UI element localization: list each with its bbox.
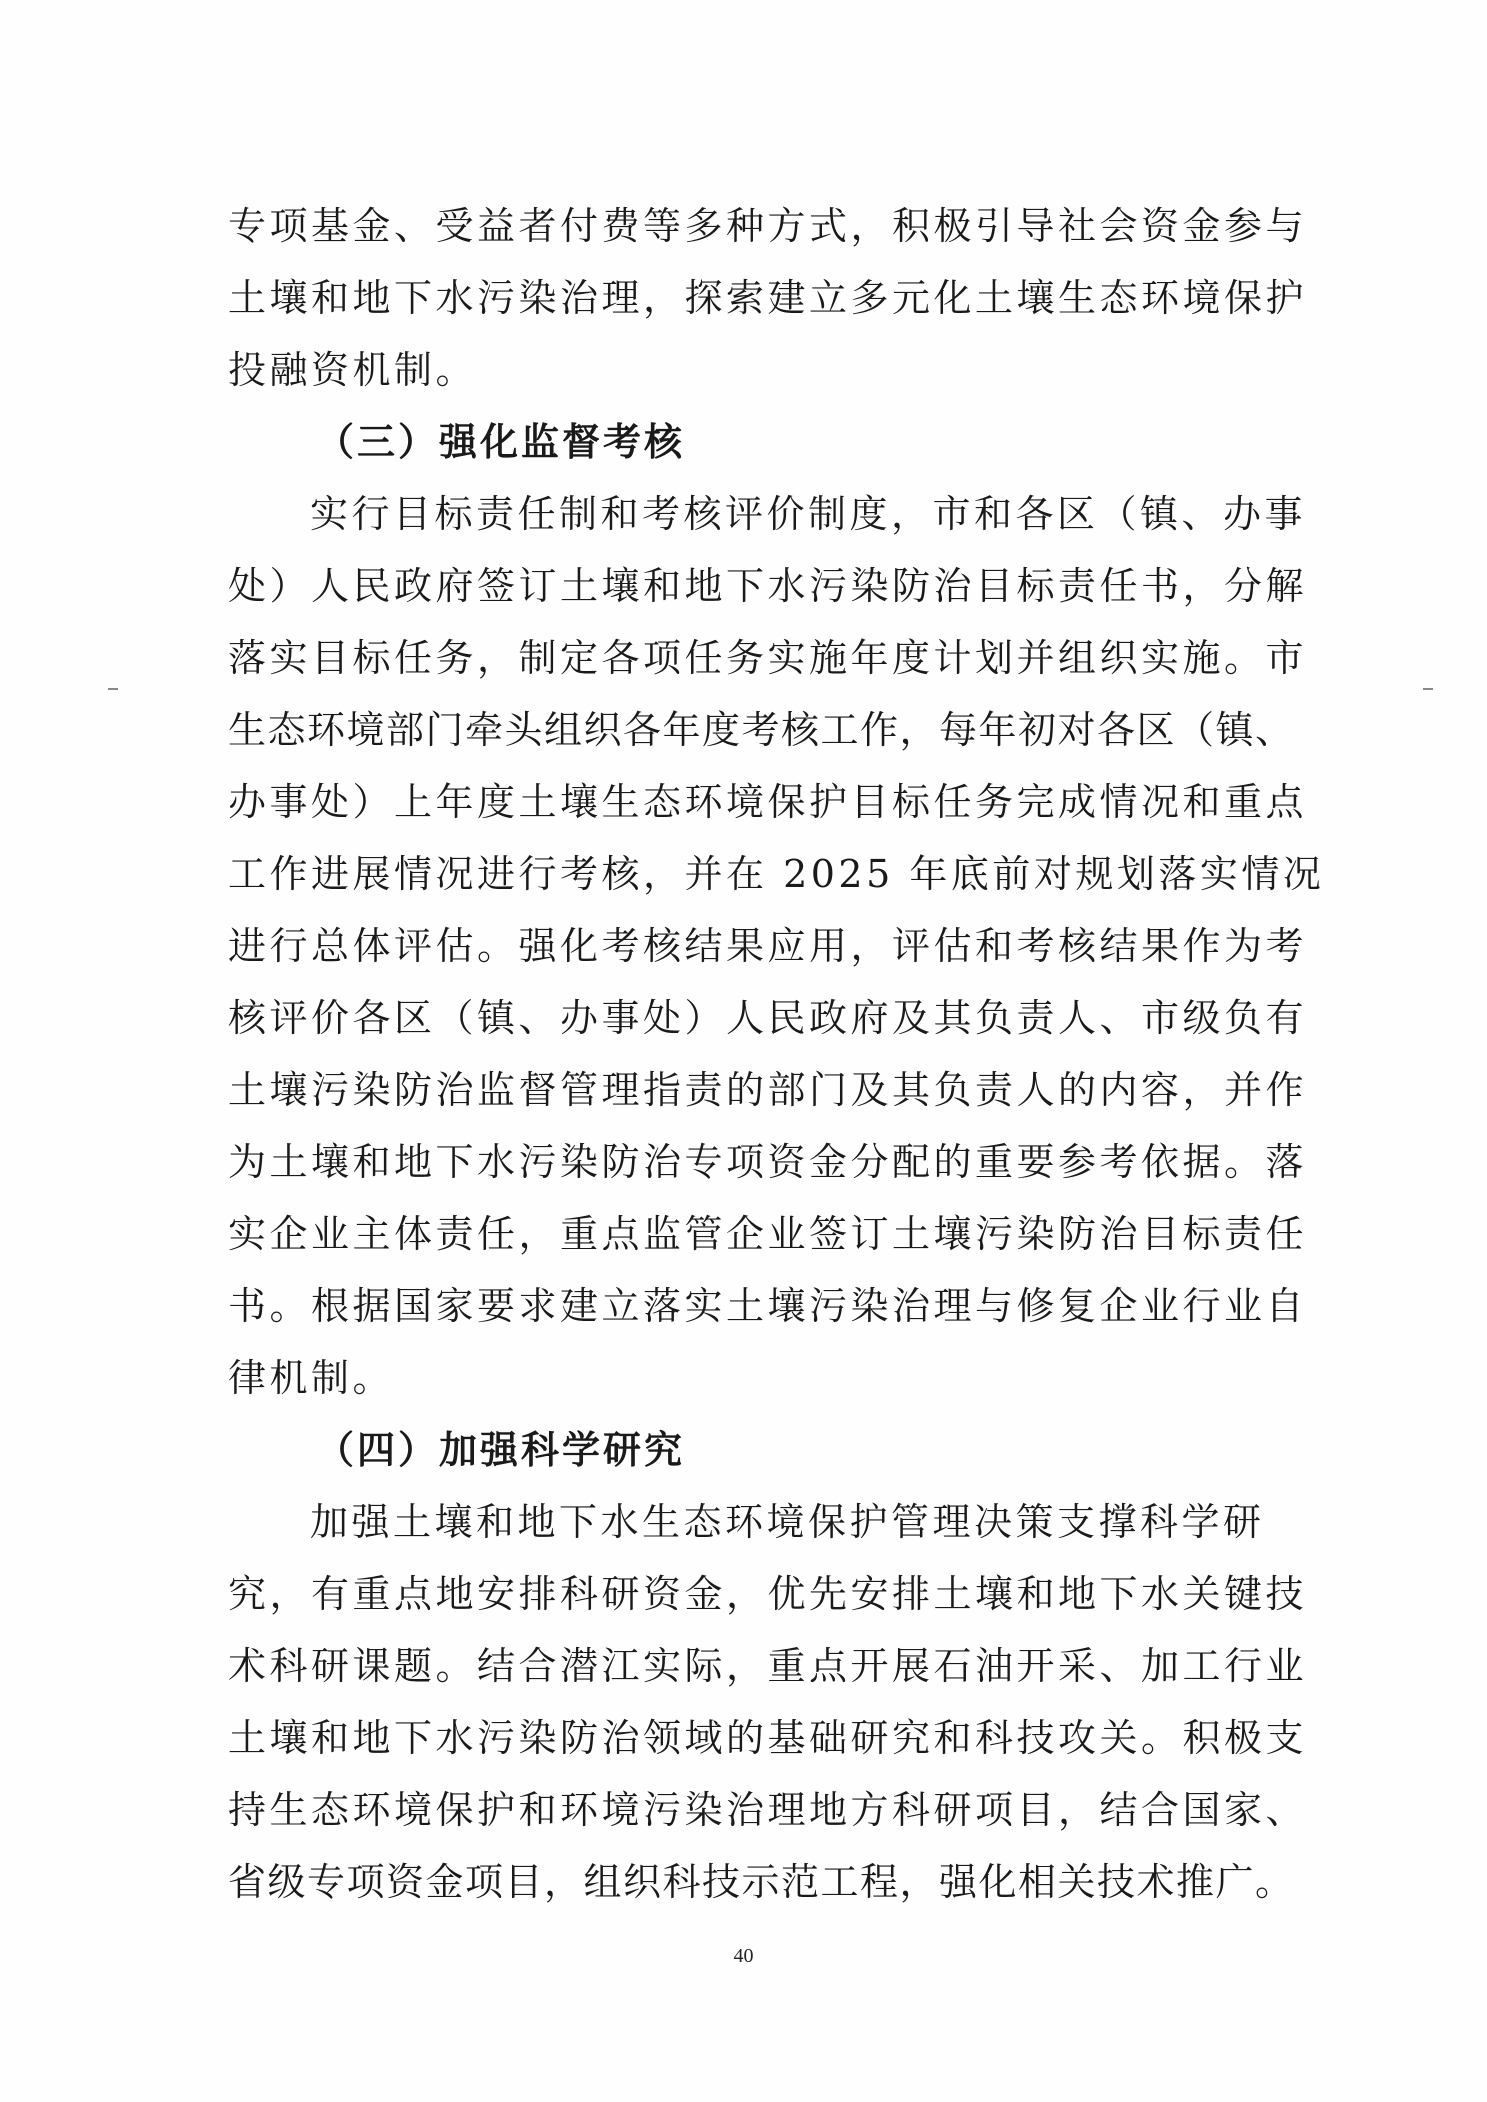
text-line: 投融资机制。 [228, 348, 478, 392]
margin-mark-left [108, 688, 118, 690]
text-line: 律机制。 [228, 1356, 395, 1400]
text-line: 术科研课题。结合潜江实际，重点开展石油开采、加工行业 [228, 1644, 1308, 1688]
text-line: 工作进展情况进行考核，并在 2025 年底前对规划落实情况 [228, 852, 1325, 896]
section-heading-4: （四）加强科学研究 [316, 1428, 686, 1472]
text-line: 专项基金、受益者付费等多种方式，积极引导社会资金参与 [228, 204, 1308, 248]
text-line: 书。根据国家要求建立落实土壤污染治理与修复企业行业自 [228, 1284, 1308, 1328]
margin-mark-right [1423, 688, 1433, 690]
text-line: 实企业主体责任，重点监管企业签订土壤污染防治目标责任 [228, 1212, 1308, 1256]
text-line: 省级专项资金项目，组织科技示范工程，强化相关技术推广。 [228, 1860, 1295, 1904]
page-number: 40 [733, 1945, 754, 1967]
text-line: 持生态环境保护和环境污染治理地方科研项目，结合国家、 [228, 1788, 1308, 1832]
text-line: 生态环境部门牵头组织各年度考核工作，每年初对各区（镇、 [228, 708, 1295, 752]
text-line: 核评价各区（镇、办事处）人民政府及其负责人、市级负有 [228, 996, 1308, 1040]
paragraph-start: 加强土壤和地下水生态环境保护管理决策支撑科学研 [310, 1500, 1265, 1544]
section-heading-3: （三）强化监督考核 [316, 420, 686, 464]
text-line: 为土壤和地下水污染防治专项资金分配的重要参考依据。落 [228, 1140, 1308, 1184]
text-line: 土壤污染防治监督管理指责的部门及其负责人的内容，并作 [228, 1068, 1308, 1112]
text-line: 处）人民政府签订土壤和地下水污染防治目标责任书，分解 [228, 564, 1308, 608]
text-line: 土壤和地下水污染治理，探索建立多元化土壤生态环境保护 [228, 276, 1308, 320]
text-line: 进行总体评估。强化考核结果应用，评估和考核结果作为考 [228, 924, 1308, 968]
text-line: 究，有重点地安排科研资金，优先安排土壤和地下水关键技 [228, 1572, 1308, 1616]
paragraph-start: 实行目标责任制和考核评价制度，市和各区（镇、办事 [310, 492, 1307, 536]
document-body [228, 190, 1325, 1918]
text-line: 办事处）上年度土壤生态环境保护目标任务完成情况和重点 [228, 780, 1308, 824]
text-line: 落实目标任务，制定各项任务实施年度计划并组织实施。市 [228, 636, 1308, 680]
text-line: 土壤和地下水污染防治领域的基础研究和科技攻关。积极支 [228, 1716, 1308, 1760]
